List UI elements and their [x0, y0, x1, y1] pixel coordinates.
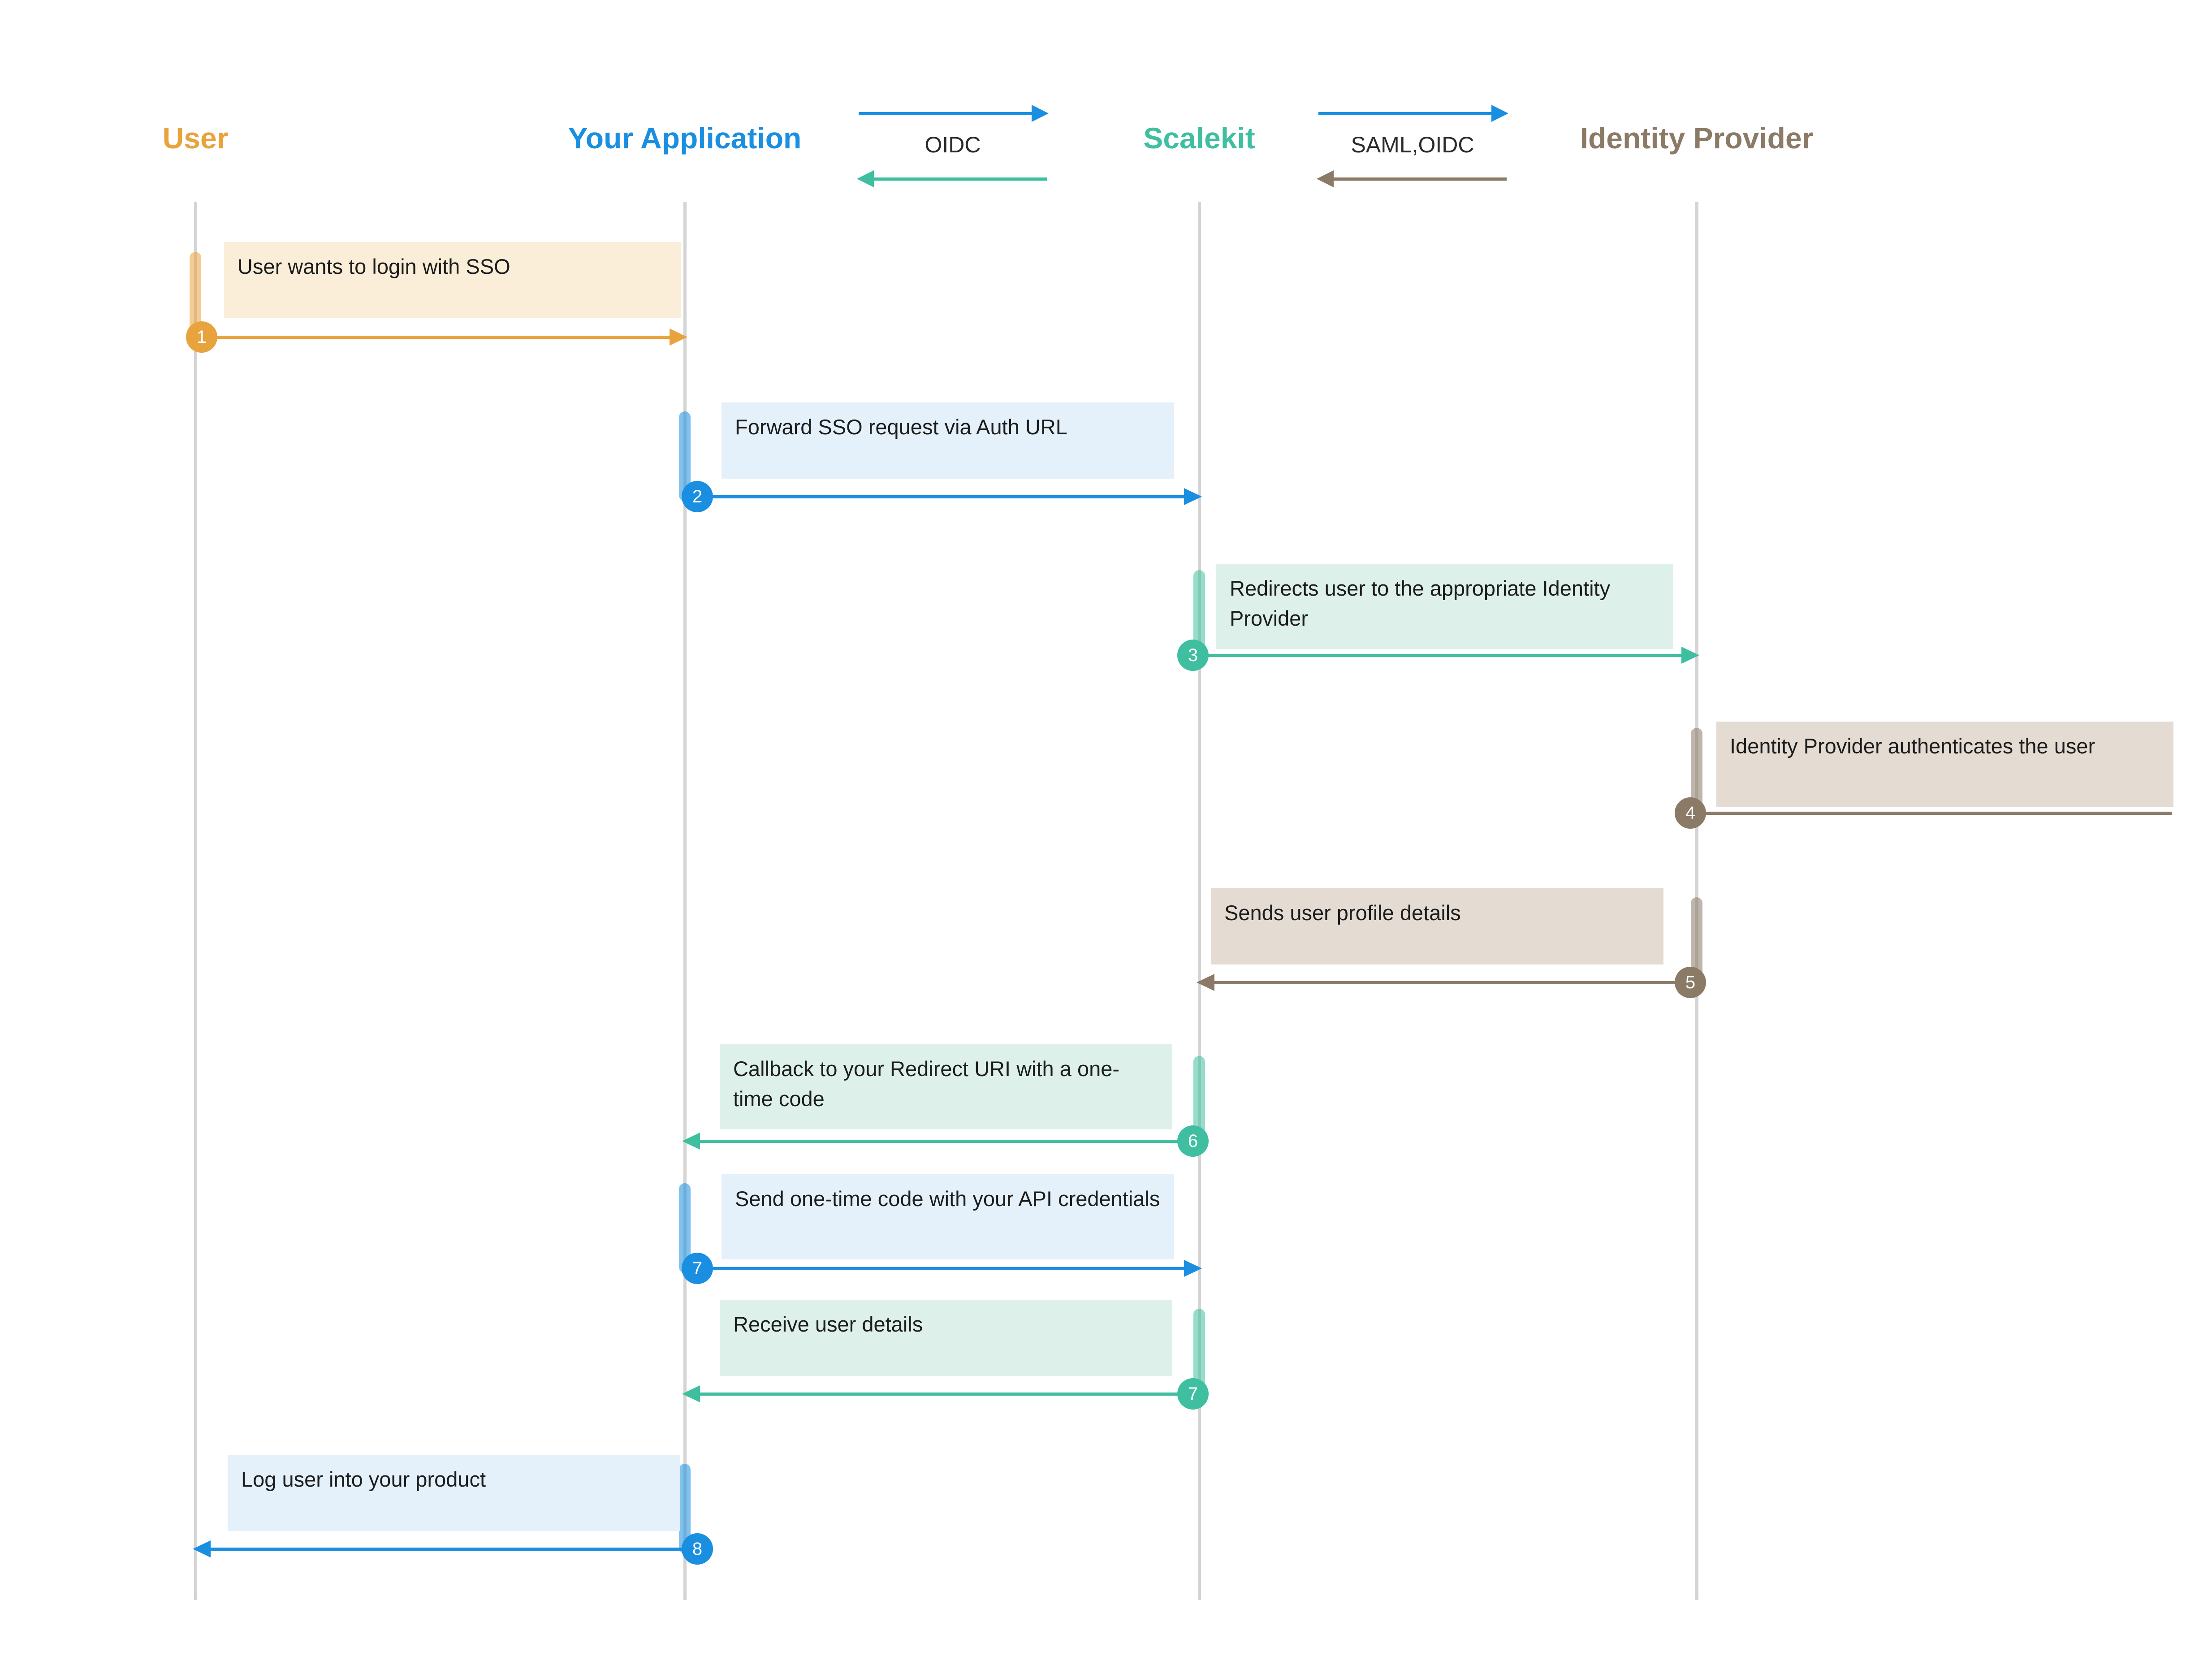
legend-label-saml-oidc: SAML,OIDC	[1351, 132, 1474, 157]
message-arrowhead-step-1	[670, 329, 687, 346]
message-box-step-8: Receive user details	[720, 1300, 1172, 1376]
legend-arrow-reverse-saml-oidc	[1332, 177, 1507, 181]
step-badge-8: 7	[1177, 1378, 1209, 1410]
step-badge-4: 4	[1675, 797, 1706, 829]
legend-arrow-reverse-oidc	[872, 177, 1047, 181]
message-arrowhead-step-9	[193, 1540, 211, 1557]
message-box-step-3: Redirects user to the appropriate Identity Provider	[1216, 564, 1673, 649]
legend-label-oidc: OIDC	[925, 132, 981, 157]
step-badge-5: 5	[1675, 967, 1706, 998]
legend-arrowhead-reverse-saml-oidc	[1317, 170, 1334, 187]
message-arrow-step-3	[1199, 654, 1683, 657]
message-box-step-5: Sends user profile details	[1211, 888, 1663, 964]
step-badge-7: 7	[682, 1253, 713, 1284]
step-badge-3: 3	[1177, 640, 1209, 671]
legend-arrow-forward-oidc	[859, 112, 1033, 115]
message-box-step-2: Forward SSO request via Auth URL	[721, 402, 1174, 479]
message-arrow-step-1	[195, 336, 671, 339]
message-arrowhead-step-6	[682, 1133, 700, 1150]
message-arrowhead-step-7	[1184, 1260, 1202, 1277]
message-arrowhead-step-5	[1197, 974, 1214, 991]
message-box-step-6: Callback to your Redirect URI with a one-time code	[720, 1044, 1172, 1129]
actor-label-scalekit: Scalekit	[1143, 121, 1255, 155]
lifeline-user	[194, 202, 197, 1600]
message-arrowhead-step-2	[1184, 488, 1202, 505]
message-arrowhead-step-3	[1681, 647, 1699, 664]
legend-arrowhead-reverse-oidc	[857, 170, 874, 187]
actor-label-application: Your Application	[568, 121, 802, 155]
legend-arrowhead-forward-oidc	[1032, 105, 1049, 122]
message-box-step-4: Identity Provider authenticates the user	[1716, 722, 2173, 807]
actor-label-user: User	[162, 121, 229, 155]
step-badge-9: 8	[682, 1533, 713, 1565]
message-arrow-step-6	[698, 1140, 1199, 1143]
step-badge-6: 6	[1177, 1125, 1209, 1157]
legend-arrowhead-forward-saml-oidc	[1491, 105, 1508, 122]
legend-arrow-forward-saml-oidc	[1318, 112, 1493, 115]
message-box-step-1: User wants to login with SSO	[224, 242, 681, 318]
step-badge-2: 2	[682, 481, 713, 512]
step-badge-1: 1	[186, 321, 217, 353]
message-arrow-step-8	[698, 1393, 1199, 1396]
message-arrow-step-4	[1697, 812, 2172, 815]
message-arrow-step-2	[685, 495, 1186, 498]
message-arrow-step-9	[209, 1548, 685, 1551]
actor-label-identity_provider: Identity Provider	[1580, 121, 1814, 155]
message-box-step-7: Send one-time code with your API credentials	[721, 1174, 1174, 1259]
message-box-step-9: Log user into your product	[228, 1455, 680, 1531]
message-arrowhead-step-8	[682, 1385, 700, 1402]
message-arrow-step-7	[685, 1267, 1186, 1270]
message-arrow-step-5	[1213, 981, 1697, 984]
